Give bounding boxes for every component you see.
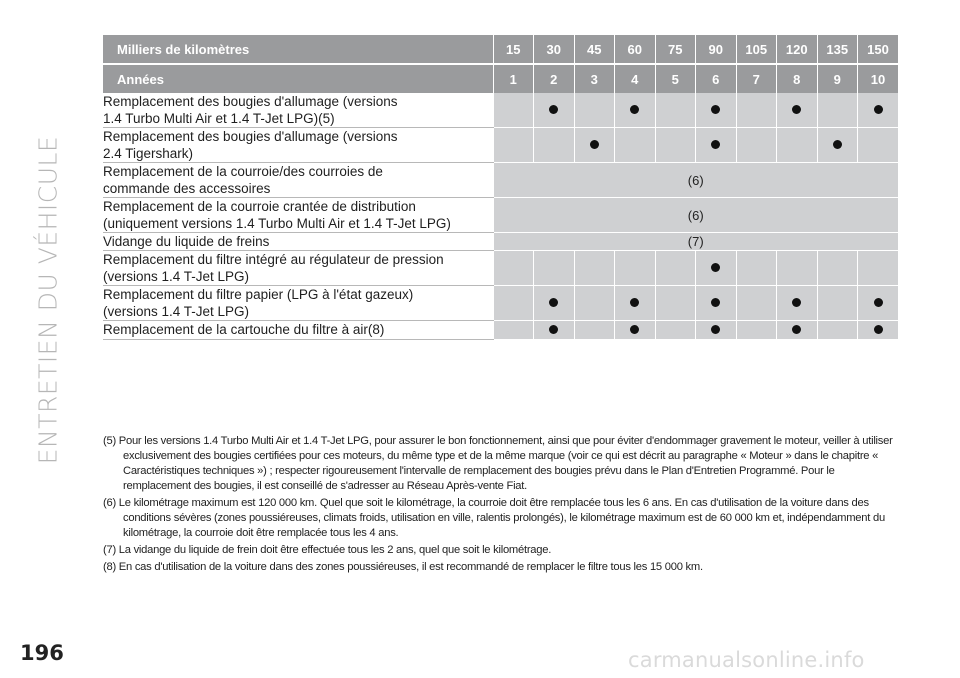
table-row <box>103 198 898 233</box>
header-km-row-value: 75 <box>655 35 696 64</box>
header-years-row-value: 2 <box>534 64 575 93</box>
schedule-cell <box>696 128 737 163</box>
schedule-cell <box>858 321 899 340</box>
table-row <box>103 128 898 163</box>
header-years-row-value: 3 <box>574 64 615 93</box>
schedule-cell <box>858 286 899 321</box>
schedule-cell <box>534 321 575 340</box>
service-due-dot-icon <box>792 105 801 114</box>
header-km-row <box>103 35 898 64</box>
schedule-cell <box>615 286 656 321</box>
operation-label: Remplacement des bougies d'allumage (versions 1.4 Turbo Multi Air et 1.4 T-Jet LPG)(5) <box>103 93 493 128</box>
header-years-row-value: 1 <box>493 64 534 93</box>
schedule-cell <box>817 321 858 340</box>
header-years-row-value: 9 <box>817 64 858 93</box>
header-km-row-value: 150 <box>858 35 899 64</box>
footnote: (7) La vidange du liquide de frein doit être effectuée tous les 2 ans, quel que soit le kilométrage. <box>103 544 552 556</box>
schedule-cell <box>858 128 899 163</box>
schedule-cell <box>615 321 656 340</box>
operation-label: Vidange du liquide de freins <box>103 233 493 251</box>
service-due-dot-icon <box>711 325 720 334</box>
operation-label: Remplacement de la courroie/des courroies de commande des accessoires <box>103 163 493 198</box>
schedule-cell <box>615 128 656 163</box>
schedule-cell <box>858 93 899 128</box>
schedule-cell <box>736 128 777 163</box>
header-years-row-value: 8 <box>777 64 818 93</box>
service-due-dot-icon <box>833 140 842 149</box>
operation-label: Remplacement de la courroie crantée de distribution (uniquement versions 1.4 Turbo Multi Air et 1.4 T-Jet LPG) <box>103 198 493 233</box>
schedule-cell <box>777 286 818 321</box>
schedule-cell <box>574 251 615 286</box>
schedule-cell <box>777 93 818 128</box>
header-km-row-value: 15 <box>493 35 534 64</box>
schedule-cell <box>655 251 696 286</box>
interval-note-ref: (7) <box>493 233 898 251</box>
interval-note-ref: (6) <box>493 198 898 233</box>
schedule-cell <box>817 93 858 128</box>
schedule-cell <box>858 251 899 286</box>
schedule-cell <box>817 128 858 163</box>
table-row <box>103 163 898 198</box>
header-km-row-label: Milliers de kilomètres <box>103 35 493 64</box>
header-km-row-value: 120 <box>777 35 818 64</box>
schedule-cell <box>493 251 534 286</box>
service-due-dot-icon <box>630 105 639 114</box>
service-due-dot-icon <box>630 298 639 307</box>
schedule-cell <box>493 93 534 128</box>
watermark: carmanualsonline.info <box>628 648 865 672</box>
schedule-cell <box>493 321 534 340</box>
schedule-cell <box>655 128 696 163</box>
header-km-row-value: 90 <box>696 35 737 64</box>
operation-label: Remplacement des bougies d'allumage (versions 2.4 Tigershark) <box>103 128 493 163</box>
schedule-cell <box>736 321 777 340</box>
schedule-cell <box>574 321 615 340</box>
page-number: 196 <box>20 641 64 665</box>
operation-label: Remplacement du filtre intégré au régulateur de pression (versions 1.4 T-Jet LPG) <box>103 251 493 286</box>
header-years-row-value: 5 <box>655 64 696 93</box>
schedule-cell <box>777 251 818 286</box>
header-years-row-value: 6 <box>696 64 737 93</box>
schedule-cell <box>534 93 575 128</box>
header-years-row-value: 10 <box>858 64 899 93</box>
service-due-dot-icon <box>711 140 720 149</box>
schedule-cell <box>736 286 777 321</box>
header-km-row-value: 45 <box>574 35 615 64</box>
header-km-row-value: 105 <box>736 35 777 64</box>
footnote: (8) En cas d'utilisation de la voiture dans des zones poussiéreuses, il est recommandé de remplacer le filtre tous les 15 000 km. <box>103 561 703 573</box>
header-km-row-value: 135 <box>817 35 858 64</box>
schedule-cell <box>534 128 575 163</box>
schedule-cell <box>777 321 818 340</box>
schedule-cell <box>534 286 575 321</box>
table-row <box>103 93 898 128</box>
schedule-cell <box>493 128 534 163</box>
table-row <box>103 251 898 286</box>
footnote: (6) Le kilométrage maximum est 120 000 km. Quel que soit le kilométrage, la courroie doit être remplacée tous les 6 ans. En cas d'utilisation de la voiture dans des conditions sévères (zones poussiéreuses, climats froids, utilisation en ville, ralentis prolongés), le kilométrage maximum est de 60 000 km et, indépendamment du kilométrage, la courroie doit être remplacée tous les 4 ans. <box>103 497 885 539</box>
schedule-cell <box>696 286 737 321</box>
schedule-cell <box>655 286 696 321</box>
schedule-cell <box>736 93 777 128</box>
service-due-dot-icon <box>792 325 801 334</box>
schedule-cell <box>696 321 737 340</box>
header-km-row-value: 30 <box>534 35 575 64</box>
service-due-dot-icon <box>711 263 720 272</box>
schedule-cell <box>817 286 858 321</box>
schedule-cell <box>574 93 615 128</box>
header-years-row-label: Années <box>103 64 493 93</box>
schedule-cell <box>574 286 615 321</box>
service-due-dot-icon <box>874 298 883 307</box>
schedule-cell <box>736 251 777 286</box>
service-due-dot-icon <box>874 105 883 114</box>
service-due-dot-icon <box>711 298 720 307</box>
schedule-cell <box>615 251 656 286</box>
schedule-cell <box>615 93 656 128</box>
schedule-cell <box>574 128 615 163</box>
operation-label: Remplacement du filtre papier (LPG à l'état gazeux) (versions 1.4 T-Jet LPG) <box>103 286 493 321</box>
schedule-cell <box>655 93 696 128</box>
operation-label: Remplacement de la cartouche du filtre à air(8) <box>103 321 493 340</box>
interval-note-ref: (6) <box>493 163 898 198</box>
header-km-row-value: 60 <box>615 35 656 64</box>
schedule-cell <box>777 128 818 163</box>
service-due-dot-icon <box>711 105 720 114</box>
service-due-dot-icon <box>874 325 883 334</box>
header-years-row-value: 7 <box>736 64 777 93</box>
section-title: ENTRETIEN DU VÉHICULE <box>33 135 63 465</box>
footnotes <box>103 434 898 577</box>
schedule-cell <box>817 251 858 286</box>
schedule-cell <box>493 286 534 321</box>
header-years-row <box>103 64 898 93</box>
schedule-cell <box>696 93 737 128</box>
schedule-cell <box>696 251 737 286</box>
header-years-row-value: 4 <box>615 64 656 93</box>
maintenance-schedule-table <box>103 35 898 340</box>
schedule-cell <box>534 251 575 286</box>
service-due-dot-icon <box>630 325 639 334</box>
service-due-dot-icon <box>549 105 558 114</box>
schedule-cell <box>655 321 696 340</box>
footnote: (5) Pour les versions 1.4 Turbo Multi Air et 1.4 T-Jet LPG, pour assurer le bon fonctionnement, ainsi que pour éviter d'endommager gravement le moteur, veiller à utiliser exclusivement des bougies certifiées pour ces moteurs, du même type et de la même marque (voir ce qui est décrit au paragraphe « Moteur » dans le chapitre « Caractéristiques techniques ») ; respecter rigoureusement l'intervalle de remplacement des bougies prévu dans le Plan d'Entretien Programmé. Pour le remplacement des bougies, il est conseillé de s'adresser au Réseau Après-vente Fiat. <box>103 435 893 492</box>
service-due-dot-icon <box>590 140 599 149</box>
table-row <box>103 233 898 251</box>
service-due-dot-icon <box>549 298 558 307</box>
service-due-dot-icon <box>792 298 801 307</box>
table-row <box>103 321 898 340</box>
service-due-dot-icon <box>549 325 558 334</box>
table-row <box>103 286 898 321</box>
